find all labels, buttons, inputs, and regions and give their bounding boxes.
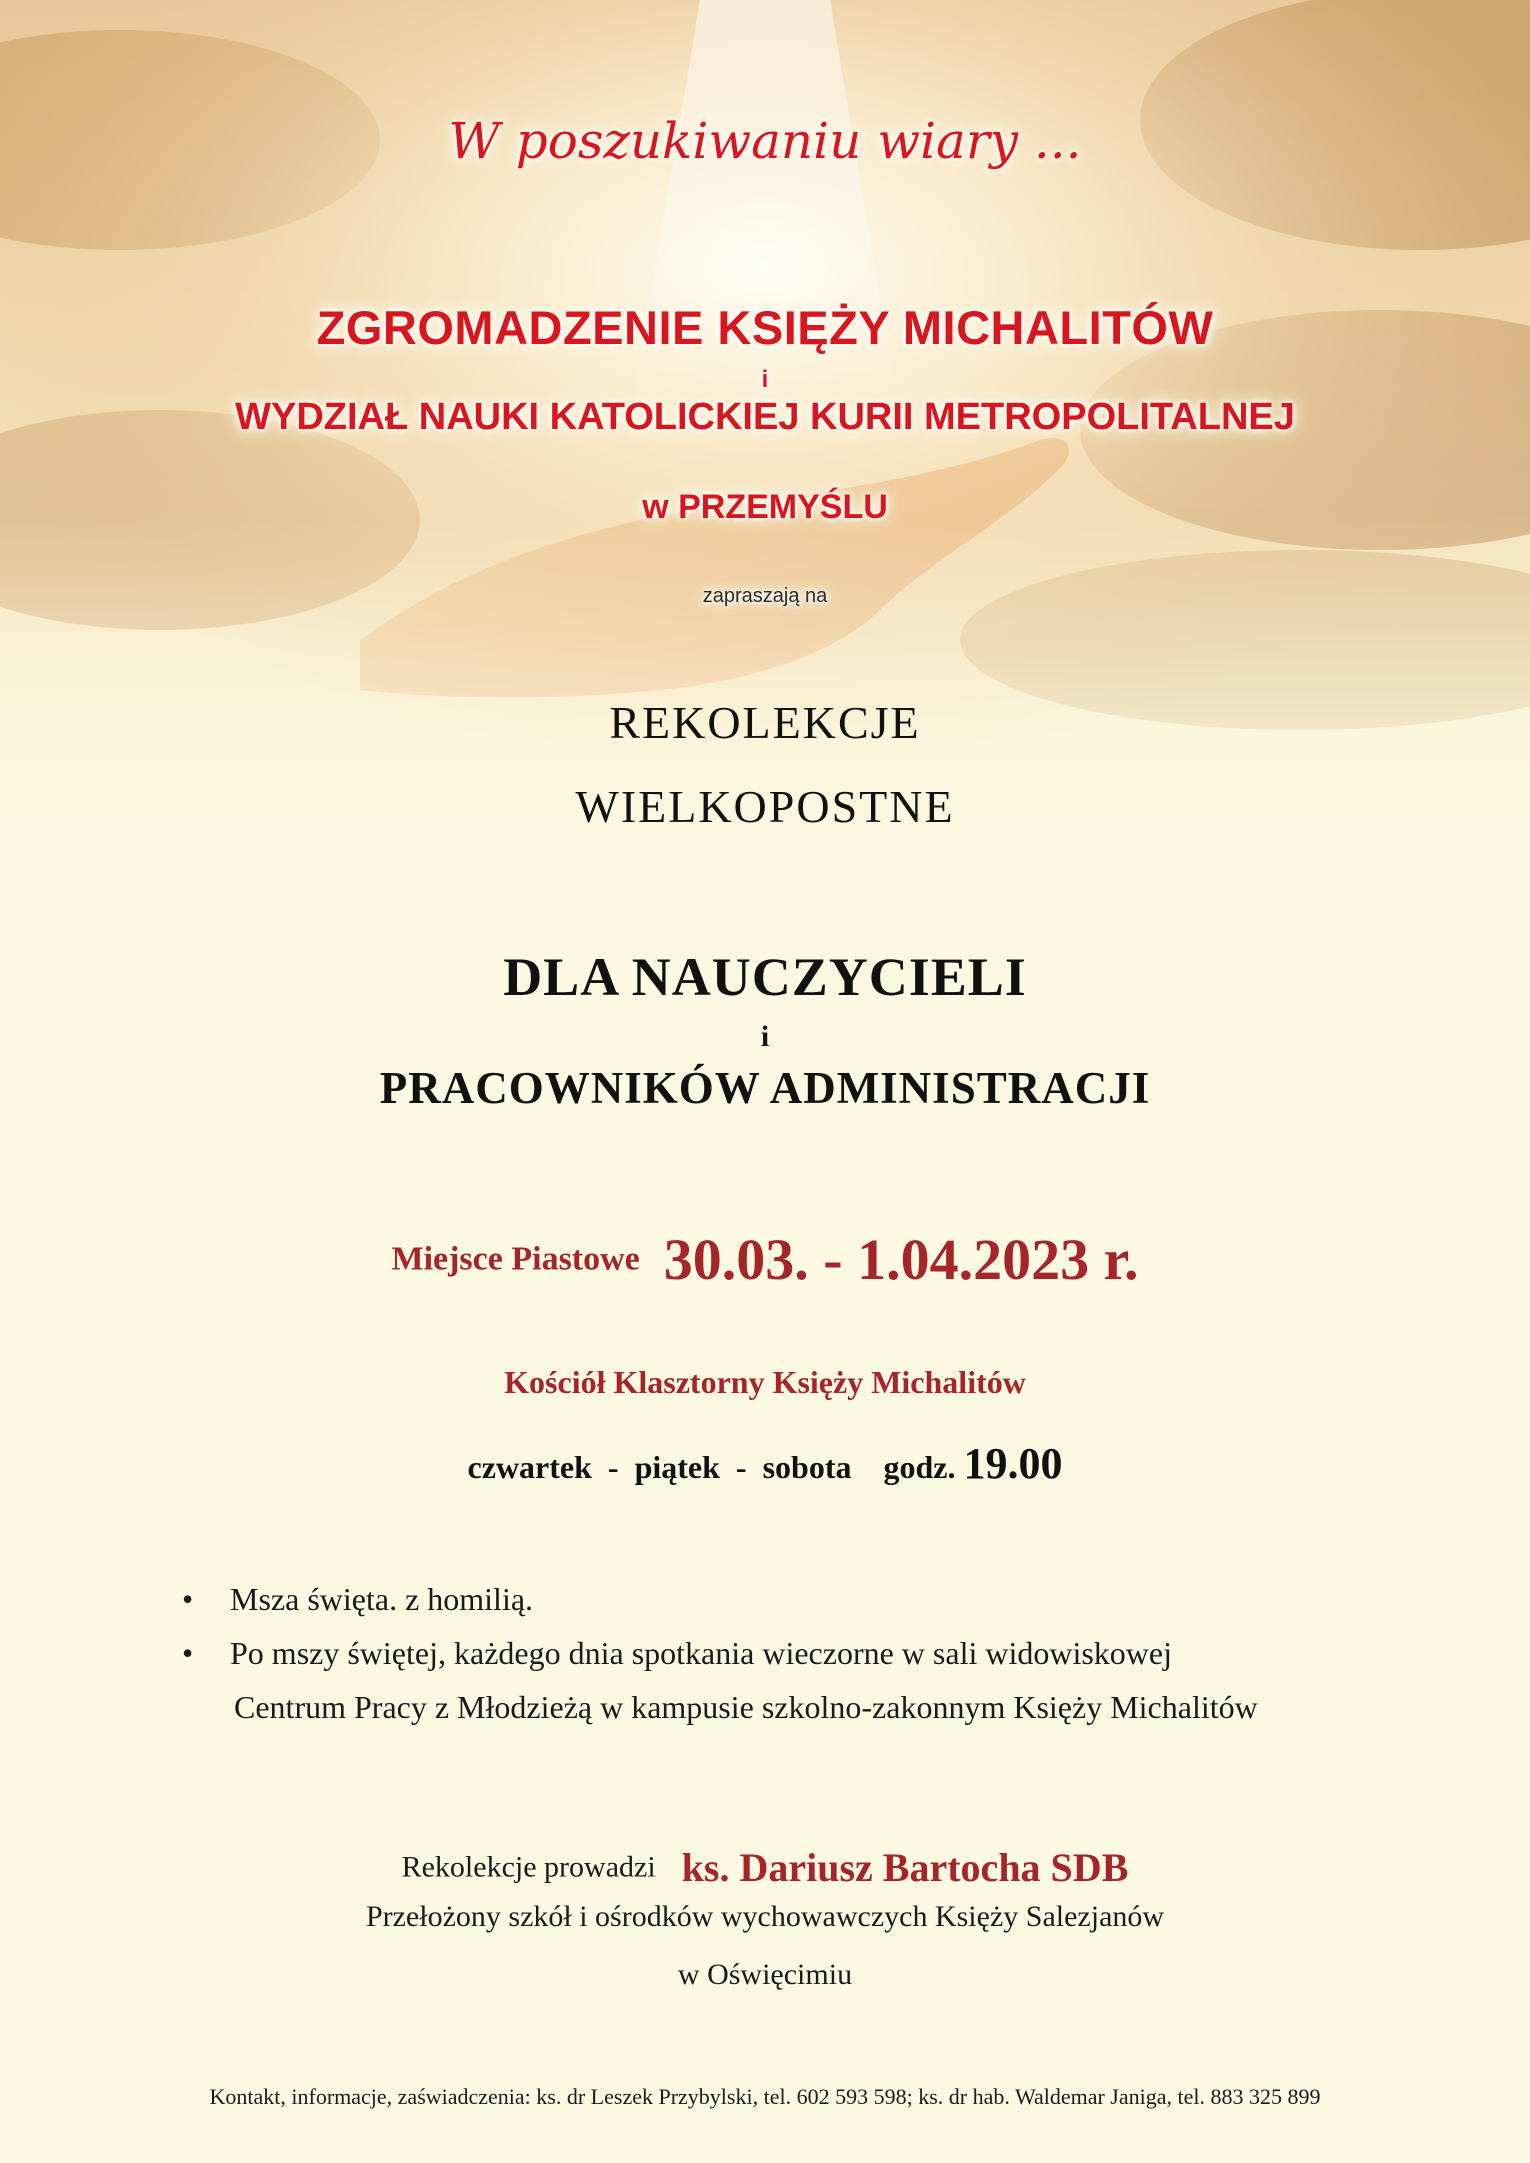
contact-info: Kontakt, informacje, zaświadczenia: ks. dr Leszek Przybylski, tel. 602 593 598; ks. dr hab. Waldemar Janiga, tel. 883 325 899 (209, 2084, 1321, 2109)
organizer-line-1: ZGROMADZENIE KSIĘŻY MICHALITÓW (316, 301, 1214, 354)
audience-line-2: PRACOWNIKÓW ADMINISTRACJI (379, 1063, 1151, 1113)
tagline: W poszukiwaniu wiary ... (448, 112, 1082, 170)
program-list (182, 1572, 1482, 1734)
organizer-conjunction: i (761, 366, 769, 393)
organizer-city: w PRZEMYŚLU (642, 488, 888, 526)
list-item-text: Msza święta. z homilią. (230, 1581, 534, 1617)
leader-label: Rekolekcje prowadzi (401, 1850, 656, 1884)
schedule-hour: 19.00 (963, 1439, 1063, 1488)
schedule-line (0, 1438, 1530, 1489)
leader-role-line-2: w Oświęcimiu (677, 1958, 853, 1991)
invite-text: zapraszają na (702, 585, 828, 607)
list-item (182, 1572, 1482, 1626)
date-line (0, 1226, 1530, 1293)
church-name: Kościół Klasztorny Księży Michalitów (504, 1364, 1026, 1400)
list-item (182, 1626, 1482, 1734)
event-dates: 30.03. - 1.04.2023 r. (663, 1227, 1139, 1292)
place-name: Miejsce Piastowe (391, 1240, 640, 1278)
schedule-days: czwartek - piątek - sobota godz. (467, 1449, 956, 1485)
audience-line-1: DLA NAUCZYCIELI (503, 947, 1027, 1007)
title-line-2: WIELKOPOSTNE (575, 781, 955, 832)
leader-line (0, 1844, 1530, 1891)
leader-name: ks. Dariusz Bartocha SDB (681, 1845, 1129, 1890)
list-item-text: Po mszy świętej, każdego dnia spotkania wieczorne w sali widowiskowej (230, 1635, 1172, 1671)
title-line-1: REKOLEKCJE (609, 697, 921, 748)
leader-role-line-1: Przełożony szkół i ośrodków wychowawczych Księży Salezjanów (365, 1900, 1165, 1933)
bullet-icon: • (182, 1581, 194, 1617)
audience-conjunction: i (760, 1020, 770, 1053)
organizer-line-2: WYDZIAŁ NAUKI KATOLICKIEJ KURII METROPOLITALNEJ (235, 396, 1295, 438)
list-item-continuation: Centrum Pracy z Młodzieżą w kampusie szkolno-zakonnym Księży Michalitów (234, 1689, 1258, 1725)
bullet-icon: • (182, 1635, 194, 1671)
